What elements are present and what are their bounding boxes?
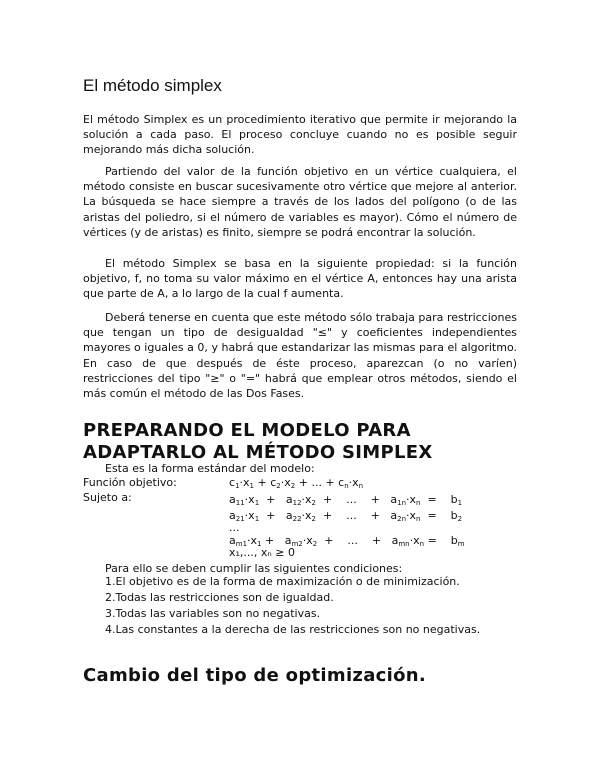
condition-item: 4.Las constantes a la derecha de las restricciones son no negativas. [105,623,481,636]
condition-item: 2.Todas las restricciones son de igualdad. [105,591,334,604]
section-title-simplex: El método simplex [83,76,222,95]
objective-function: $c_1\cdot x_1 + c_2\cdot x_2$ + ... + $c_n\cdot x_n$ [229,476,364,490]
paragraph-property: El método Simplex se basa en la siguiente propiedad: si la función objetivo, f, no toma su valor máximo en el vértice A, entonces hay una arista que parte de A, a lo largo de la cual f aumenta. [83,257,517,301]
condition-item: 1.El objetivo es de la forma de maximización o de minimización. [105,575,460,588]
condition-item: 3.Todas las variables son no negativas. [105,607,321,620]
constraint-row-1: $a_{11}\cdot x_1 + a_{12}\cdot x_2$ + ... + $a_{1n}\cdot x_n$ = $b_1$ [229,493,463,507]
standard-form-intro: Esta es la forma estándar del modelo: [105,462,315,475]
paragraph-restrictions: Deberá tenerse en cuenta que este método sólo trabaja para restricciones que tengan un tipo de desigualdad "≤" y coeficientes independientes mayores o iguales a 0, y habrá que estandarizar las mismas para el algoritmo. En caso de que después de éste proceso, aparezcan (o no varíen) restricciones del tipo "≥" o "=" habrá que emplear otros métodos, siendo el más común el método de las Dos Fases. [83,311,517,401]
paragraph-intro: El método Simplex es un procedimiento iterativo que permite ir mejorando la solución a cada paso. El proceso concluye cuando no es posible seguir mejorando más dicha solución. [83,113,517,157]
section-title-optimization: Cambio del tipo de optimización. [83,665,427,686]
constraint-ellipsis: ... [229,521,240,534]
constraint-row-m: $a_{m1}\cdot x_1 + a_{m2}\cdot x_2$ + ... + $a_{mn}\cdot x_n$ = $b_m$ [229,534,465,548]
subject-label: Sujeto a: [83,491,132,504]
section-title-model: PREPARANDO EL MODELO PARA ADAPTARLO AL MÉTODO SIMPLEX [83,420,433,463]
nonnegativity-constraint: x₁,..., xₙ ≥ 0 [229,546,295,559]
conditions-intro: Para ello se deben cumplir las siguientes condiciones: [105,562,403,575]
objective-label: Función objetivo: [83,476,177,489]
paragraph-vertices: Partiendo del valor de la función objetivo en un vértice cualquiera, el método consiste en buscar sucesivamente otro vértice que mejore al anterior. La búsqueda se hace siempre a través de los lados del polígono (o de las aristas del poliedro, si el número de variables es mayor). Cómo el número de vértices (y de aristas) es finito, siempre se podrá encontrar la solución. [83,165,517,239]
constraint-row-2: $a_{21}\cdot x_1 + a_{22}\cdot x_2$ + ... + $a_{2n}\cdot x_n$ = $b_2$ [229,509,463,523]
